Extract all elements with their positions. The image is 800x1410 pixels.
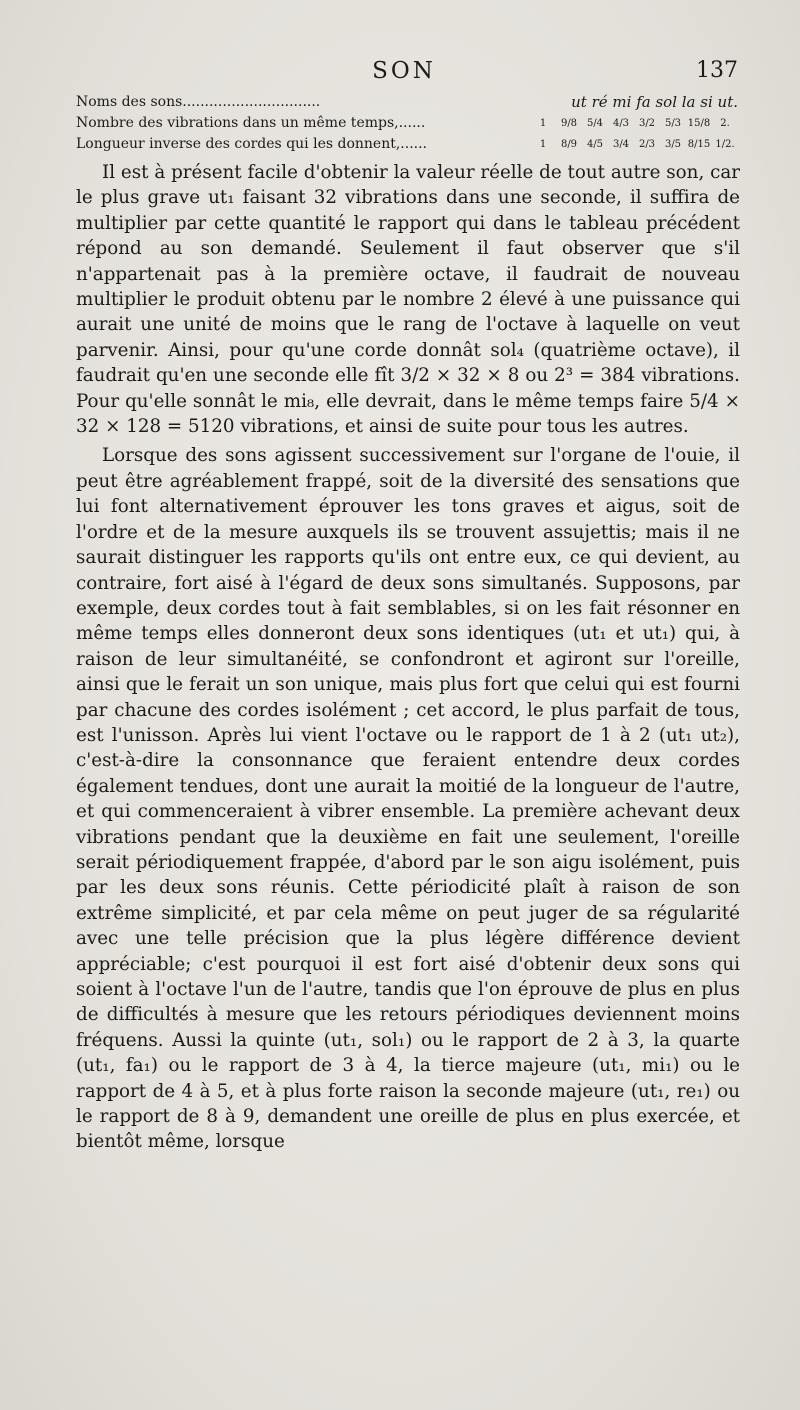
running-title: SON [372, 58, 436, 84]
table-cell: 5/4 [586, 118, 604, 129]
paragraph: Lorsque des sons agissent successivement sur l'organe de l'ouie, il peut être agréablement frappé, soit de la diversité des sensations que lui font alternativement éprouver les tons graves et aigus, soit de l'ordre et de la mesure auxquels ils se trouvent assujettis; mais il ne saurait distinguer les rapports qu'ils ont entre eux, ce qui devient, au contraire, fort aisé à l'égard de deux sons simultanés. Supposons, par exemple, deux cordes tout à fait semblables, si on les fait résonner en même temps elles donneront deux sons identiques (ut₁ et ut₁) qui, à raison de leur simultanéité, se confondront et agiront sur l'oreille, ainsi que le ferait un son unique, mais plus fort que celui qui est fourni par chacune des cordes isolément ; cet accord, le plus parfait de tous, est l'unisson. Après lui vient l'octave ou le rapport de 1 à 2 (ut₁ ut₂), c'est-à-dire la consonnance que feraient entendre deux cordes également tendues, dont une aurait la moitié de la longueur de l'autre, et qui commenceraient à vibrer ensemble. La première achevant deux vibrations pendant que la deuxième en fait une seulement, l'oreille serait périodiquement frappée, d'abord par le son aigu isolément, puis par les deux sons réunis. Cette périodicité plaît à raison de son extrême simplicité, et par cela même on peut juger de sa régularité avec une telle précision que la plus légère différence devient appréciable; c'est pourquoi il est fort aisé d'obtenir deux sons qui soient à l'octave l'un de l'autre, tandis que l'on éprouve de plus en plus de difficultés à mesure que les retours périodiques deviennent moins fréquens. Aussi la quinte (ut₁, sol₁) ou le rapport de 2 à 3, la quarte (ut₁, fa₁) ou le rapport de 3 à 4, la tierce majeure (ut₁, mi₁) ou le rapport de 4 à 5, et à plus forte raison la seconde majeure (ut₁, re₁) ou le rapport de 8 à 9, demandent une oreille de plus en plus exercée, et bientôt même, lorsque [76, 445, 740, 1153]
table-cell: 2/3 [638, 139, 656, 150]
table-cell: 4/5 [586, 139, 604, 150]
table-cell: 8/15 [687, 139, 711, 150]
table-row-label: Longueur inverse des cordes qui les donnent,...... [76, 136, 427, 152]
table-row-note-names [76, 92, 738, 113]
notes-ratio-table [76, 92, 738, 155]
table-row-inverse-length [76, 134, 738, 155]
table-row-label: Nombre des vibrations dans un même temps,...... [76, 115, 426, 131]
table-cell: 2. [720, 118, 730, 129]
note-names: ut ré mi fa sol la si ut. [571, 93, 738, 111]
table-cell: 1 [539, 139, 547, 150]
table-row-values [530, 113, 738, 134]
table-cell: 1/2. [715, 139, 735, 150]
table-cell: 3/2 [638, 118, 656, 129]
page-number: 137 [696, 58, 738, 83]
body-text [76, 160, 740, 1155]
table-cell: 5/3 [664, 118, 682, 129]
page-header [70, 58, 738, 90]
table-row-values [530, 134, 738, 155]
table-cell: 8/9 [560, 139, 578, 150]
table-row-vibrations [76, 113, 738, 134]
table-cell: 3/5 [664, 139, 682, 150]
table-cell: 1 [539, 118, 547, 129]
table-cell: 15/8 [687, 118, 711, 129]
table-cell: 4/3 [612, 118, 630, 129]
table-row-label: Noms des sons............................... [76, 94, 321, 110]
table-cell: 3/4 [612, 139, 630, 150]
table-cell: 9/8 [560, 118, 578, 129]
paragraph: Il est à présent facile d'obtenir la valeur réelle de tout autre son, car le plus grave ut₁ faisant 32 vibrations dans une seconde, il suffira de multiplier par cette quantité le rapport qui dans le tableau précédent répond au son demandé. Seulement il faut observer que s'il n'appartenait pas à la première octave, il faudrait de nouveau multiplier le produit obtenu par le nombre 2 élevé à une puissance qui aurait une unité de moins que le rang de l'octave à laquelle on veut parvenir. Ainsi, pour qu'une corde donnât sol₄ (quatrième octave), il faudrait qu'en une seconde elle fît 3/2 × 32 × 8 ou 2³ = 384 vibrations. Pour qu'elle sonnât le mi₈, elle devrait, dans le même temps faire 5/4 × 32 × 128 = 5120 vibrations, et ainsi de suite pour tous les autres. [76, 162, 740, 438]
